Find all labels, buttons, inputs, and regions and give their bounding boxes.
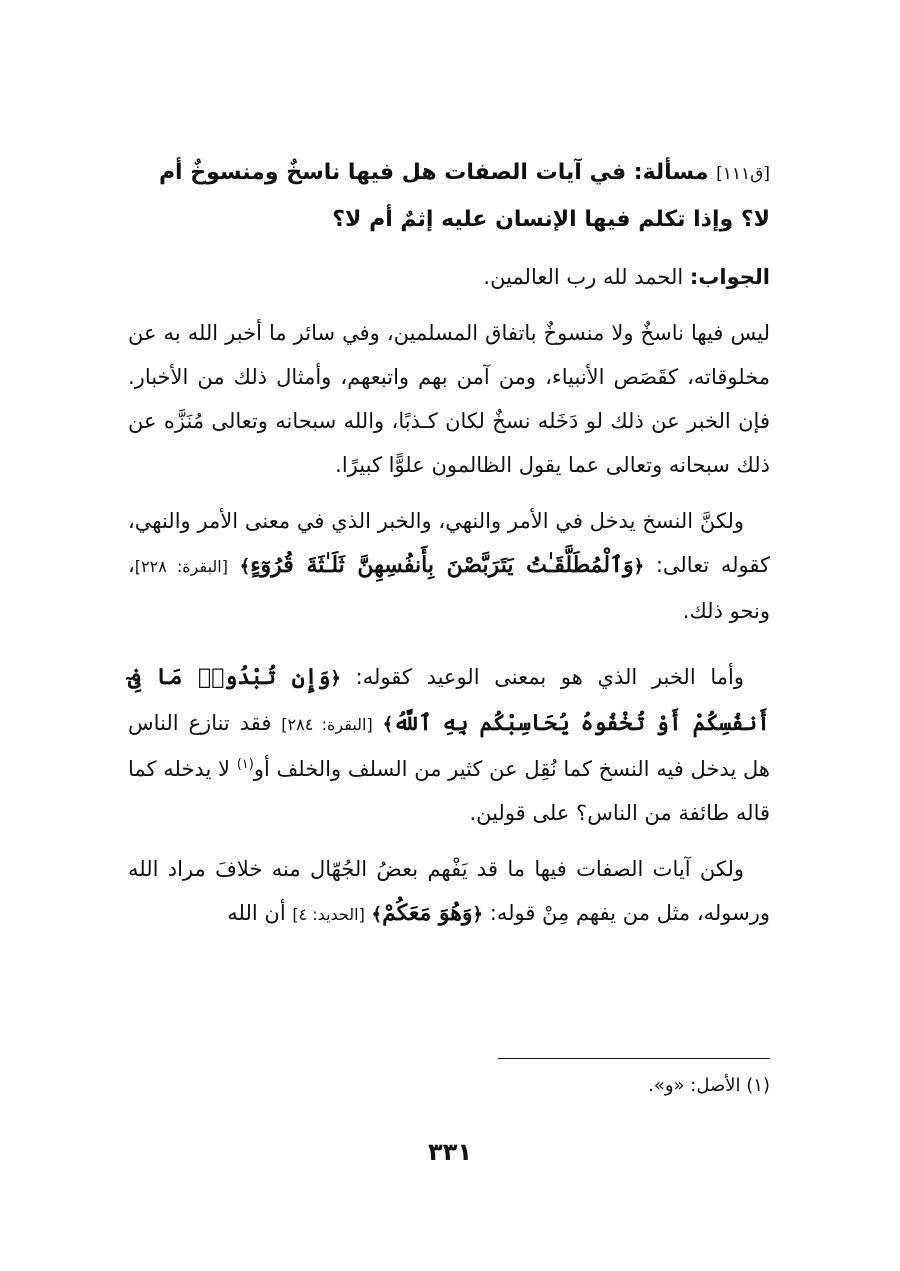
footnote-text: الأصل: «و». — [648, 1075, 741, 1096]
verse-bracket-close: ﴾ — [371, 904, 383, 925]
paragraph-2 — [128, 499, 770, 633]
answer-line — [128, 255, 770, 299]
paragraph-2-text: ولكنَّ النسخ يدخل في الأمر والنهي، والخبر الذي في معنى الأمر والنهي، كقوله تعالى: — [128, 509, 770, 577]
paragraph-3 — [128, 655, 770, 835]
verse-bracket-close: ﴾ — [239, 556, 251, 577]
footnote — [648, 1068, 770, 1104]
paragraph-4 — [128, 847, 770, 937]
paragraph-4-text: ولكن آيات الصفات فيها ما قد يَفْهم بعضُ الجُهّال منه خلافَ مراد الله ورسوله، مثل من يفهم مِنْ قوله: — [128, 857, 770, 925]
question-title: مسألة: في آيات الصفات هل فيها ناسخٌ ومنسوخٌ أم لا؟ وإذا تكلم فيها الإنسان عليه إثمٌ أم لا؟ — [158, 160, 770, 232]
question-label: [ق١١١] — [716, 164, 770, 184]
verse-bracket-close: ﴾ — [382, 714, 394, 735]
question-heading — [128, 150, 770, 243]
footnote-number: (١) — [746, 1075, 770, 1096]
paragraph-2-ending: ، ونحو ذلك. — [128, 553, 770, 623]
verse-bracket-open: ﴿ — [633, 556, 645, 577]
answer-label: الجواب: — [689, 265, 770, 289]
footnote-marker[interactable]: (١) — [236, 757, 254, 772]
verse-bracket-open: ﴿ — [330, 668, 341, 689]
verse-reference: [البقرة: ٢٨٤] — [281, 715, 373, 734]
page-body — [128, 150, 770, 937]
quran-verse: وَٱلْمُطَلَّقَـٰتُ يَتَرَبَّصْنَ بِأَنفُسِهِنَّ ثَلَـٰثَةَ قُرُوٓءٍ — [250, 552, 634, 578]
verse-reference: [البقرة: ٢٢٨] — [134, 557, 228, 576]
paragraph-4-ending: أن الله — [227, 901, 286, 925]
paragraph-1: ليس فيها ناسخٌ ولا منسوخٌ باتفاق المسلمين، وفي سائر ما أخبر الله به عن مخلوقاته، كقَصَص الأنبياء، ومن آمن بهم واتبعهم، وأمثال ذلك من الأخبار. فإن الخبر عن ذلك لو دَخَله نسخٌ لكان كـذبًا، والله سبحانه وتعالى مُنَزَّه عن ذلك سبحانه وتعالى عما يقول الظالمون علوًّا كبيرًا. — [128, 321, 770, 477]
verse-bracket-open: ﴿ — [472, 904, 484, 925]
paragraph-3-ending: لا يدخله كما قاله طائفة من الناس؟ على قولين. — [128, 757, 770, 825]
verse-reference: [الحديد: ٤] — [292, 905, 365, 924]
quran-verse: وَإِن تُبْدُوا۟ مَا فِىٓ أَنفُسِكُمْ أَوْ تُخْفُوهُ يُحَاسِبْكُم بِهِ ٱللَّهُ — [128, 664, 770, 736]
paragraph-3-text: وأما الخبر الذي هو بمعنى الوعيد كقوله: — [355, 665, 744, 689]
answer-text: الحمد لله رب العالمين. — [483, 265, 684, 289]
paragraph-3-middle: فقد تنازع الناس هل يدخل فيه النسخ كما نُقِل عن كثير من السلف والخلف أو — [128, 711, 770, 781]
quran-verse: وَهُوَ مَعَكُمْ — [382, 900, 473, 926]
page-number: ٣٣١ — [428, 1138, 472, 1166]
footnote-divider — [498, 1058, 770, 1059]
